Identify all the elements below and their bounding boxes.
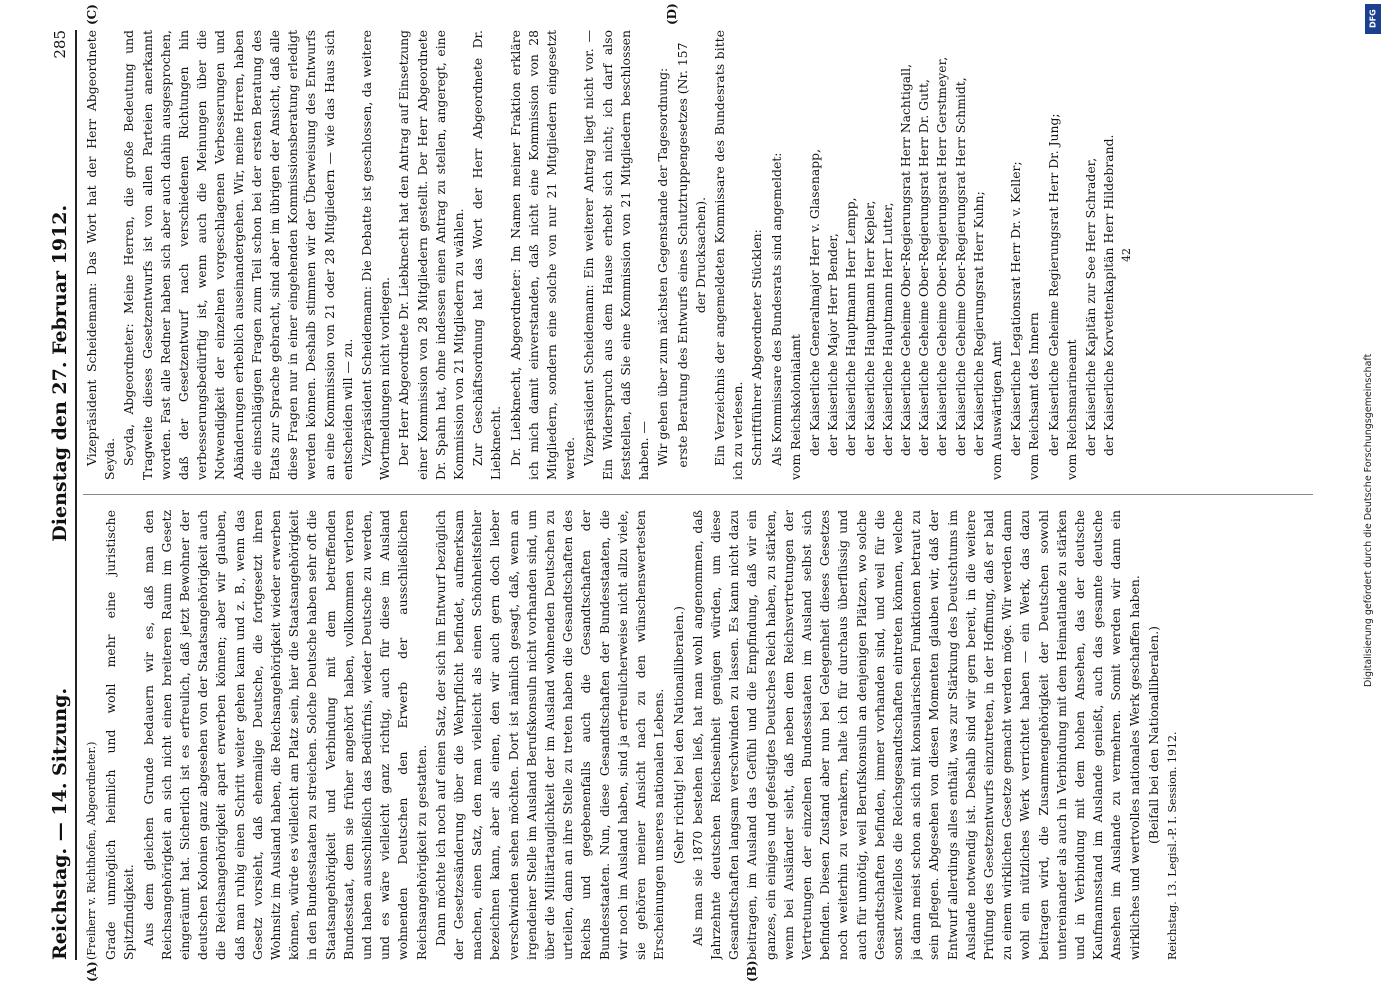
list-item: der Kaiserliche Geheime Regierungsrat Herr Dr. Jung; [1045,113,1061,456]
right-column [83,30,1333,480]
paragraph: Vizepräsident Scheidemann: Das Wort hat der Herr Abgeordnete Seyda. [84,30,118,480]
agenda-item: erste Beratung des Entwurfs eines Schutztruppengesetzes (Nr. 157 der Drucksachen). [674,42,708,468]
margin-marker-d: (D) [665,3,679,25]
list-item: der Kaiserliche Geheime Ober-Regierungsrat Herr Schmidt, [952,77,968,456]
digitization-credit: Digitalisierung gefördert durch die Deutsche Forschungsgemeinschaft [1363,353,1374,687]
dfg-logo: DFG [1365,4,1381,34]
paragraph: Seyda, Abgeordneter: Meine Herren, die große Bedeutung und Tragweite dieses Gesetzentwurfs ist von allen Parteien anerkannt worden. Fast alle Redner haben sich aber auch dahin ausgesprochen, daß der Gesetzentwurf nach verschiedenen Richtungen hin verbesserungsbedürftig ist, wenn auch die Meinungen über die Notwendigkeit der einzelnen vorgeschlagenen Verbesserungen und Abänderungen erheblich auseinandergehen. Wir, meine Herren, haben die einschlägigen Fragen zum Teil schon bei der ersten Beratung des Etats zur Sprache gebracht, sind aber im übrigen der Ansicht, daß alle diese Fragen nur in einer eingehenden Kommissionsberatung erledigt werden können. Deshalb stimmen wir der Überweisung des Entwurfs an eine Kommission von 21 oder 28 Mitgliedern — wie das Haus sich entscheiden will — zu. [121,30,355,480]
list-item: der Kaiserliche Major Herr Bender, [825,233,841,456]
list-item: der Kaiserliche Hauptmann Herr Lempp, [843,197,859,456]
footnote: Reichstag. 13. Legisl.-P. I. Session. 1912. [1165,731,1179,960]
list-item: der Kaiserliche Legationsrat Herr Dr. v. Keller; [1008,161,1024,456]
paragraph: Dr. Liebknecht, Abgeordneter: Im Namen meiner Fraktion erkläre ich mich damit einverstanden, daß nicht eine Kommission von 28 Mitgliedern, sondern eine solche von nur 21 Mitgliedern eingesetzt werde. [507,30,578,480]
header-date: Dienstag den 27. Februar 1912. [49,204,71,542]
list-item: der Kaiserliche Hauptmann Herr Lutter, [879,202,895,456]
paragraph: Zur Geschäftsordnung hat das Wort der Herr Abgeordnete Dr. Liebknecht. [470,30,504,480]
paragraph: Dann möchte ich noch auf einen Satz, der sich im Entwurf bezüglich der Gesetzesänderung über die Wehrpflicht befindet, aufmerksam machen, einen Satz, den man vielleicht als einen Schönheitsfehler bezeichnen kann, aber als einen, den wir auch gern doch lieber verschwinden sehen möchten. Dort ist nämlich gesagt, daß, wenn an irgendeiner Stelle im Ausland Berufskonsuln nicht vorhanden sind, um über die Militärtauglichkeit der im Ausland wohnenden Deutschen zu urteilen, dann an ihre Stelle zu treten haben die Gesandtschaften des Reichs und gegebenenfalls auch die Gesandtschaften der Bundesstaaten. Nun, diese Gesandtschaften der Bundesstaaten, die wir noch im Ausland haben, sind ja erfreulicherweise nicht allzu viele, sie gehören meiner Ansicht nach zu den wünschenswertesten Erscheinungen unseres nationalen Lebens. [432,510,667,960]
list-item: der Kaiserliche Kapitän zur See Herr Schrader, [1082,157,1098,456]
list-item: der Kaiserliche Geheime Ober-Regierungsrat Herr Gerstmeyer, [934,56,950,456]
speaker-head: (Freiherr v. Richthofen, Abgeordneter.) [85,741,98,960]
page-number: 285 [51,30,69,59]
paragraph: Vizepräsident Scheidemann: Ein weiterer Antrag liegt nicht vor. — Ein Widerspruch aus dem Hause erhebt sich nicht; ich darf also feststellen, daß Sie eine Kommission von 21 Mitgliedern beschlossen haben. — [581,30,652,480]
paragraph: Vizepräsident Scheidemann: Die Debatte ist geschlossen, da weitere Wortmeldungen nicht vorliegen. [359,30,393,480]
list-item: der Kaiserliche Regierungsrat Herr Kuhn; [970,191,986,456]
list-item: der Kaiserliche Geheime Ober-Regierungsrat Herr Dr. Gutt, [916,79,932,456]
rotated-newspaper-page [45,3,1345,982]
margin-marker-c: (C) [85,4,99,25]
left-column [83,510,1333,960]
list-item: der Kaiserliche Hauptmann Herr Kepler, [861,200,877,456]
header-session: Reichstag. — 14. Sitzung. [49,687,71,960]
commissioner-list-3 [1045,30,1063,480]
paragraph: Als man sie 1870 bestehen ließ, hat man wohl angenommen, daß Jahrzehnte deutschen Reichseinheit genügen würden, um diese Gesandtschaften langsam verschwinden zu lassen. Es kann nicht dazu beitragen, im Ausland das Gefühl und die Empfindung, daß wir ein ganzes, ein einiges und gefestigtes Deutsches Reich haben, zu stärken, wenn bei Ausländer sieht, daß neben dem Reichsvertretungen der Vertretungen der einzelnen Bundesstaaten im Ausland selbst sich befinden. Diesen Zustand aber nun bei Gelegenheit dieses Gesetzes noch weiterhin zu verankern, halte ich für durchaus überflüssig und auch für unnötig, weil Berufskonsuln an denjenigen Plätzen, wo solche Gesandtschaften befinden, immer vorhanden sind, und weil für die sonst zweifellos die Reichsgesandtschaften eintreten können, welche ja dann meist schon an sich mit konsularischen Funktionen betraut zu sein pflegen. Abgesehen von diesen Momenten glauben wir, daß der Entwurf allerdings alles enthält, was zur Stärkung des Deutschtums im Auslande notwendig ist. Deshalb sind wir gern bereit, in die weitere Prüfung des Gesetzentwurfs einzutreten, in der Hoffnung, daß er bald zu einem wirklichen Gesetze gemacht werden möge. Wir werden dann wohl ein nützliches Werk verrichtet haben — ein Werk, das dazu beitragen wird, die Zusammengehörigkeit der Deutschen sowohl untereinander als auch in Verbindung mit dem Heimatlande zu stärken und in Verbindung mit dem hohen Ansehen, das der deutsche Kaufmannsstand im Auslande genießt, auch das gesamte deutsche Ansehen im Auslande zu vermehren. Somit werden wir dann ein wirkliches und wertvolles nationales Werk geschaffen haben. [689,510,1142,960]
commissioner-list-1 [806,30,988,480]
paragraph: Als Kommissare des Bundesrats sind angemeldet: [768,152,784,466]
sheet-number: 42 [1120,248,1134,262]
list-heading: vom Reichskolonialamt [787,334,803,480]
column-divider [83,494,1313,495]
list-heading: vom Reichsamt des Innern [1026,312,1042,480]
applause-note: (Sehr richtig! bei den Nationalliberalen.) [670,606,686,864]
applause-note: (Beifall bei den Nationalliberalen.) [1145,626,1161,844]
list-heading: vom Reichsmarineamt [1063,339,1079,480]
paragraph: Ein Verzeichnis der angemeldeten Kommissare des Bundesrats bitte ich zu verlesen. [711,30,746,480]
margin-marker-b: (B) [745,960,759,982]
paragraph: Grade unmöglich heimlich und wohl mehr eine juristische Spitzfindigkeit. [103,510,137,960]
list-item: der Kaiserliche Generalmajor Herr v. Glasenapp, [806,148,822,456]
list-heading: vom Auswärtigen Amt [988,340,1004,480]
margin-marker-a: (A) [85,961,99,982]
list-item: der Kaiserliche Geheime Ober-Regierungsrat Herr Nachtigall, [897,63,913,456]
commissioner-list-2 [1007,30,1025,480]
commissioner-list-4 [1082,30,1118,480]
paragraph: Schriftführer Abgeordneter Stücklen: [749,229,765,466]
list-item: der Kaiserliche Korvettenkapitän Herr Hildebrand. [1101,134,1117,456]
paragraph: Aus dem gleichen Grunde bedauern wir es, daß man den Reichsangehörigkeit an sich nicht einen breiteren Raum im Gesetz eingeräumt hat. Sicherlich ist es erfreulich, daß jetzt Bewohner der deutschen Kolonien ganz abgesehen von der Staatsangehörigkeit auch die Reichsangehörigkeit apart erwerben können; aber wir glauben, daß man ruhig einen Schritt weiter gehen kann und z. B., wenn das Gesetz vorsieht, daß ehemalige Deutsche, die fortgesetzt ihren Wohnsitz im Ausland haben, die Reichsangehörigkeit wieder erwerben können, würde es vielleicht am Platz sein, hier die Staatsangehörigkeit in den Bundesstaaten zu streichen. Solche Deutsche haben sehr oft die Staatsangehörigkeit und Verbindung mit dem betreffenden Bundesstaat, dem sie früher angehört haben, vollkommen verloren und haben ausschließlich das Bedürfnis, wieder Deutsche zu werden, und es wäre vielleicht ganz richtig, auch für diese im Ausland wohnenden Deutschen den Erwerb der ausschließlichen Reichsangehörigkeit zu gestatten. [140,510,429,960]
paragraph: Der Herr Abgeordnete Dr. Liebknecht hat den Antrag auf Einsetzung einer Kommission von 28 Mitgliedern gestellt. Der Herr Abgeordnete Dr. Spahn hat, ohne indessen einen Antrag zu stellen, angeregt, eine Kommission von 21 Mitgliedern zu wählen. [396,30,467,480]
page-header [45,30,77,960]
paragraph: Wir gehen über zum nächsten Gegenstande der Tagesordnung: [655,67,671,466]
